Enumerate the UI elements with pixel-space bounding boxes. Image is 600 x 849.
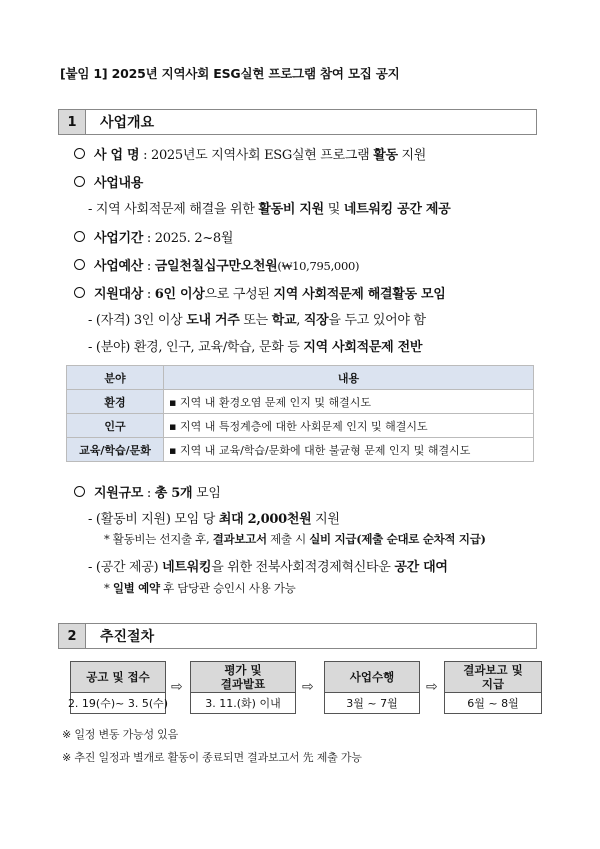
item-field: - (분야) 환경, 인구, 교육/학습, 문화 등 지역 사회적문제 전반: [88, 340, 423, 355]
right-arrow-icon: ⇨: [302, 679, 314, 695]
section-number: 1: [59, 110, 86, 134]
process-step-evaluation: [190, 661, 296, 714]
table-cell-category: 환경: [67, 390, 164, 414]
item-content-detail: - 지역 사회적문제 해결을 위한 활동비 지원 및 네트워킹 공간 제공: [88, 202, 451, 217]
label: 사업내용: [94, 176, 144, 191]
table-cell-description: ▪ 지역 내 특정계층에 대한 사회문제 인지 및 해결시도: [164, 414, 534, 438]
item-support-target: 지원대상 : 6인 이상으로 구성된 지역 사회적문제 해결활동 모임: [74, 283, 446, 302]
table-row: [67, 390, 534, 414]
process-step-report: [444, 661, 542, 714]
item-project-name: 사 업 명 : 2025년도 지역사회 ESG실현 프로그램 활동 지원: [74, 144, 426, 163]
process-step-head: 평가 및 결과발표: [191, 662, 295, 693]
process-step-execution: [324, 661, 420, 714]
table-cell-description: ▪ 지역 내 환경오염 문제 인지 및 해결시도: [164, 390, 534, 414]
item-fund-note: * 활동비는 선지출 후, 결과보고서 제출 시 실비 지급(제출 순대로 순차적 지급): [104, 532, 486, 546]
process-step-head: 결과보고 및 지급: [445, 662, 541, 693]
page-title: [붙임 1] 2025년 지역사회 ESG실현 프로그램 참여 모집 공지: [60, 66, 400, 81]
item-support-scale: 지원규모 : 총 5개 모임: [74, 482, 221, 501]
item-project-period: 사업기간 : 2025. 2~8월: [74, 227, 233, 246]
table-header-cell: 내용: [164, 366, 534, 390]
table-cell-category: 교육/학습/문화: [67, 438, 164, 462]
circle-bullet-icon: [74, 231, 85, 242]
note-schedule-change: ※ 일정 변동 가능성 있음: [62, 728, 179, 741]
table-cell-description: ▪ 지역 내 교육/학습/문화에 대한 불균형 문제 인지 및 해결시도: [164, 438, 534, 462]
note-early-report: ※ 추진 일정과 별개로 활동이 종료되면 결과보고서 先 제출 가능: [62, 751, 362, 764]
circle-bullet-icon: [74, 176, 85, 187]
table-row: [67, 438, 534, 462]
item-project-content: [74, 172, 143, 191]
table-cell-category: 인구: [67, 414, 164, 438]
right-arrow-icon: ⇨: [426, 679, 438, 695]
right-arrow-icon: ⇨: [171, 679, 183, 695]
item-fund-support: - (활동비 지원) 모임 당 최대 2,000천원 지원: [88, 512, 340, 527]
section-title: 사업개요: [100, 115, 155, 131]
process-step-date: 6월 ~ 8월: [467, 697, 519, 710]
process-step-announcement: [67, 661, 169, 714]
circle-bullet-icon: [74, 486, 85, 497]
circle-bullet-icon: [74, 148, 85, 159]
table-header-cell: 분야: [67, 366, 164, 390]
process-step-head: 사업수행: [325, 662, 419, 693]
table-row: [67, 414, 534, 438]
section-title: 추진절차: [100, 629, 155, 645]
circle-bullet-icon: [74, 259, 85, 270]
item-qualification: - (자격) 3인 이상 도내 거주 또는 학교, 직장을 두고 있어야 함: [88, 313, 426, 328]
item-space-note: * 일별 예약 후 담당관 승인시 사용 가능: [104, 581, 296, 595]
table-header-row: [67, 366, 534, 390]
item-project-budget: 사업예산 : 금일천칠십구만오천원(₩10,795,000): [74, 255, 359, 274]
process-step-date: 3. 11.(화) 이내: [205, 697, 281, 710]
section-header-overview: [58, 109, 537, 135]
label: 사 업 명: [94, 148, 140, 163]
process-step-date: 3월 ~ 7월: [346, 697, 398, 710]
section-number: 2: [59, 624, 86, 648]
section-header-process: [58, 623, 537, 649]
process-step-date: 2. 19(수)~ 3. 5(수): [67, 697, 169, 710]
circle-bullet-icon: [74, 287, 85, 298]
process-step-head: 공고 및 접수: [71, 662, 165, 693]
field-table: [66, 365, 534, 462]
item-space-support: - (공간 제공) 네트워킹을 위한 전북사회적경제혁신타운 공간 대여: [88, 560, 448, 575]
